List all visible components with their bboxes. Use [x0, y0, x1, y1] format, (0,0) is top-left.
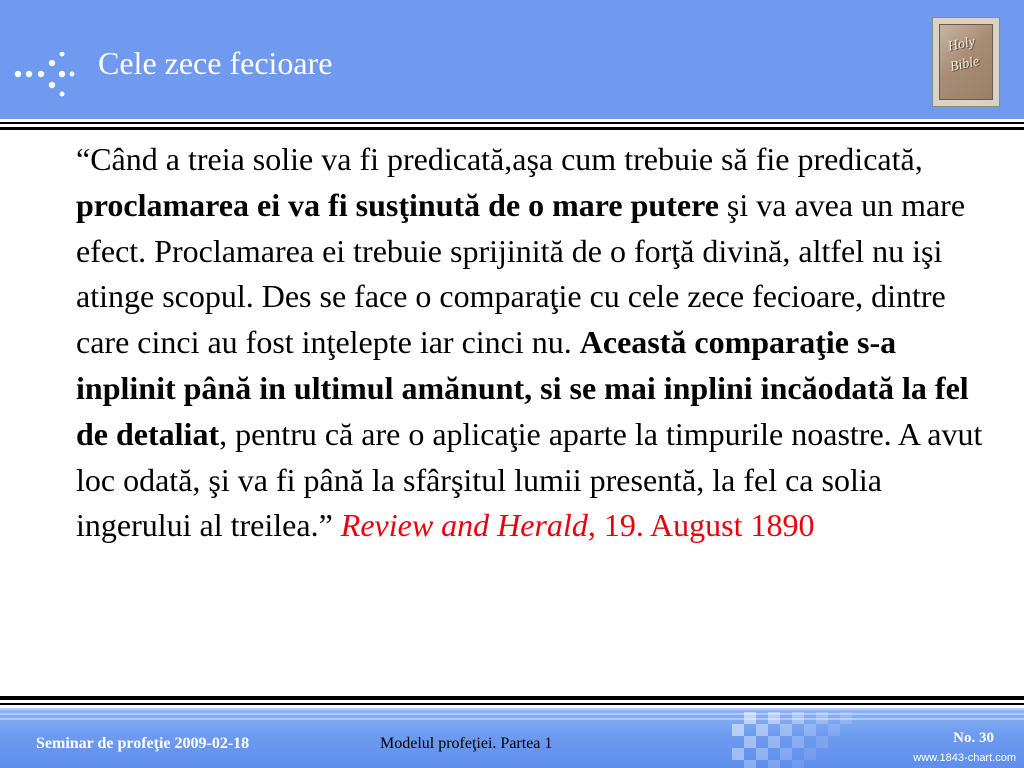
checker-square: [804, 748, 816, 760]
divider-line: [0, 703, 1024, 705]
footer-model-label: Modelul profeţiei. Partea 1: [380, 735, 553, 752]
dot-2: [26, 71, 32, 77]
divider-line: [0, 696, 1024, 700]
checker-square: [744, 760, 756, 768]
website-label: www.1843-chart.com: [913, 752, 1016, 764]
dot-8: [60, 92, 65, 97]
checker-square: [828, 724, 840, 736]
checker-square: [744, 712, 756, 724]
dot-3: [38, 71, 44, 77]
checker-square: [840, 712, 852, 724]
quote-emphasis: Această comparaţie s-a inplinit până in ultimul amănunt, si se mai inplini incăodată la fel de detaliat: [76, 324, 969, 452]
divider-line: [0, 122, 1024, 124]
checker-square: [816, 712, 828, 724]
bible-cover: [939, 24, 993, 100]
dot-1: [15, 71, 21, 77]
footer-stripes: [0, 708, 1024, 722]
quote-text: [76, 137, 986, 549]
bible-word-bible: Bible: [948, 54, 981, 75]
checker-square: [792, 736, 804, 748]
source-title: Review and Herald: [340, 507, 588, 544]
dot-6: [59, 71, 65, 77]
quote-segment: şi va avea un mare efect. Proclamarea ei trebuie sprijinită de o forţă divină, altfel nu işi atinge scopul. Des se face o comparaţie cu cele zece fecioare, dintre care cinci au fost inţelepte iar cinci nu.: [76, 186, 966, 361]
checker-square: [768, 736, 780, 748]
checker-square: [768, 760, 780, 768]
checker-square: [732, 748, 744, 760]
checker-square: [780, 748, 792, 760]
source-date: , 19. August 1890: [587, 507, 815, 544]
checker-square: [780, 724, 792, 736]
checker-pattern-icon: [732, 712, 852, 768]
checker-square: [756, 748, 768, 760]
dot-9: [70, 72, 75, 77]
slide-number: No. 30: [953, 730, 994, 746]
divider-line: [0, 127, 1024, 130]
holy-bible-icon: [932, 17, 1000, 107]
checker-square: [732, 724, 744, 736]
checker-square: [816, 736, 828, 748]
checker-square: [804, 724, 816, 736]
checker-square: [792, 760, 804, 768]
checker-square: [756, 724, 768, 736]
dot-5: [49, 82, 55, 88]
quote-segment: “Când a treia solie va fi predicată,aşa cum trebuie să fie predicată,: [76, 141, 923, 177]
dot-4: [49, 60, 55, 66]
quote-source: [341, 507, 815, 543]
bible-word-holy: Holy: [946, 34, 977, 55]
quote-emphasis: proclamarea ei va fi susţinută de o mare putere: [76, 186, 719, 223]
dot-7: [60, 52, 65, 57]
checker-square: [768, 712, 780, 724]
checker-square: [792, 712, 804, 724]
checker-square: [744, 736, 756, 748]
dots-decoration-icon: [14, 52, 76, 98]
footer-seminar-label: Seminar de profeţie 2009-02-18: [36, 735, 250, 752]
slide-title: Cele zece fecioare: [98, 45, 333, 81]
quote-segment: , pentru că are o aplicaţie aparte la timpurile noastre. A avut loc odată, şi va fi până la sfârşitul lumii presentă, la fel ca solia ingerului al treilea.”: [76, 415, 983, 544]
